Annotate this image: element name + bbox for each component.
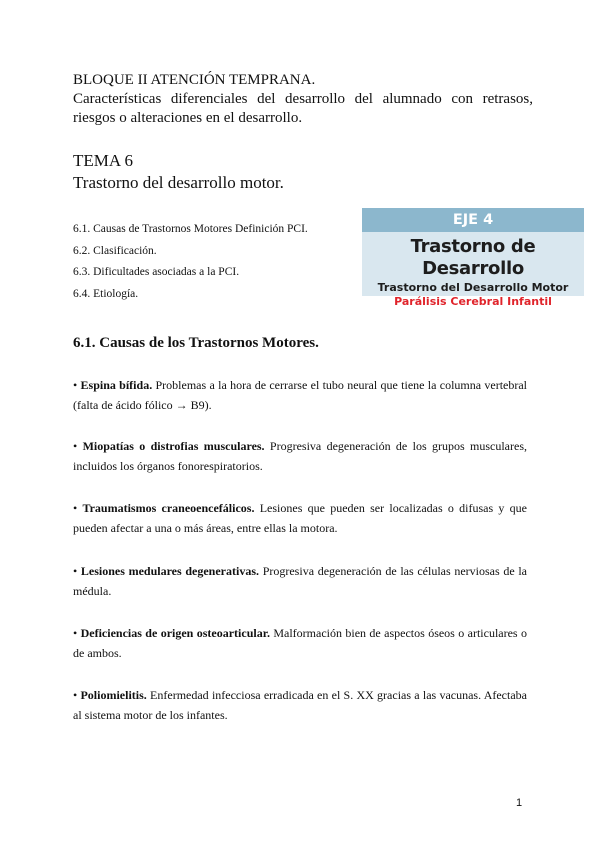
item-text: Enfermedad infecciosa erradicada en el S. XX gracias a las vacunas. Afectaba al sistema motor de los infantes. <box>73 688 527 722</box>
axis-box <box>362 208 584 308</box>
bullet: • <box>73 688 78 702</box>
item-term: Miopatías o distrofias musculares. <box>82 439 265 453</box>
list-item <box>73 375 527 415</box>
axis-highlight: Parálisis Cerebral Infantil <box>394 295 552 308</box>
topic-number: TEMA 6 <box>73 151 133 170</box>
toc-item: 6.2. Clasificación. <box>73 244 157 257</box>
section-heading: 6.1. Causas de los Trastornos Motores. <box>73 335 319 351</box>
list-item <box>73 498 527 538</box>
item-term: Lesiones medulares degenerativas. <box>80 564 260 578</box>
axis-subtitle: Trastorno del Desarrollo Motor <box>377 281 569 294</box>
topic-header <box>73 150 284 194</box>
block-subtitle-line1: Características diferenciales del desarrollo del alumnado con retrasos, <box>73 91 533 107</box>
list-item <box>73 623 527 663</box>
item-term: Traumatismos craneoencefálicos. <box>82 501 255 515</box>
item-term: Poliomielitis. <box>80 688 147 702</box>
axis-title: Trastorno de Desarrollo <box>410 236 536 279</box>
toc-item: 6.3. Dificultades asociadas a la PCI. <box>73 266 240 278</box>
item-text: Progresiva degeneración de los grupos musculares, incluidos los órganos fonorespiratorios. <box>73 439 527 473</box>
bullet: • <box>73 378 78 392</box>
axis-band: EJE 4 <box>362 208 584 232</box>
item-text: Malformación bien de aspectos óseos o articulares o de ambos. <box>73 626 527 660</box>
toc-item: 6.4. Etiología. <box>73 287 139 300</box>
list-item <box>73 685 527 725</box>
block-title: BLOQUE II ATENCIÓN TEMPRANA. <box>73 72 316 88</box>
table-of-contents <box>73 219 308 305</box>
item-text: Progresiva degeneración de las células nerviosas de la médula. <box>73 564 528 598</box>
topic-title: Trastorno del desarrollo motor. <box>73 173 284 192</box>
toc-item: 6.1. Causas de Trastornos Motores Definición PCI. <box>73 223 308 235</box>
item-term: Espina bífida. <box>80 378 153 392</box>
page-number: 1 <box>516 797 523 809</box>
block-subtitle-line2: riesgos o alteraciones en el desarrollo. <box>73 110 303 126</box>
item-text: Problemas a la hora de cerrarse el tubo neural que tiene la columna vertebral (falta de ácido fólico → B9). <box>73 378 528 412</box>
item-term: Deficiencias de origen osteoarticular. <box>80 626 270 640</box>
list-item <box>73 436 527 476</box>
item-text: Lesiones que pueden ser localizadas o difusas y que pueden afectar a una o más áreas, entre ellas la motora. <box>73 501 527 535</box>
block-header <box>73 71 533 128</box>
bullet: • <box>73 564 78 578</box>
bullet: • <box>73 439 78 453</box>
bullet: • <box>73 501 78 515</box>
list-item <box>73 561 527 601</box>
bullet: • <box>73 626 78 640</box>
